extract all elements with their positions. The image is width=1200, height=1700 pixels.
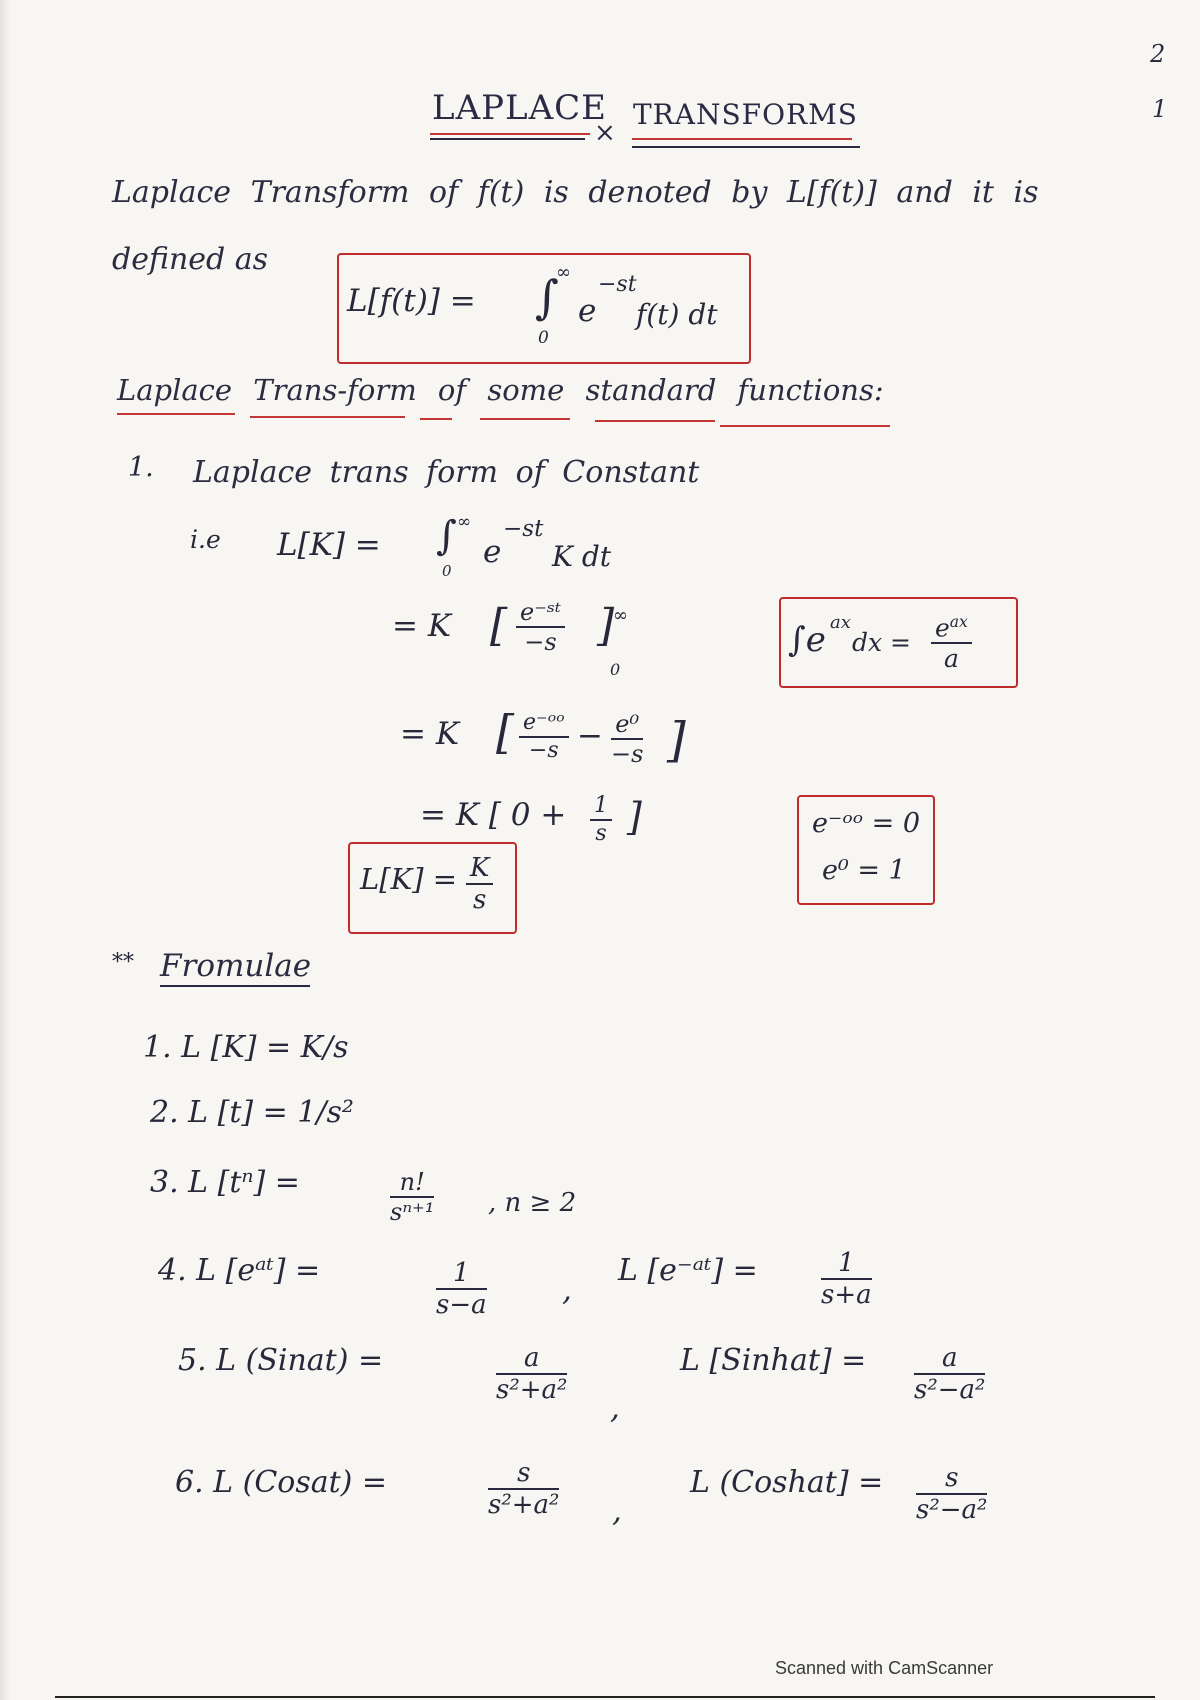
formulae-marker: ** (112, 950, 134, 975)
step1-kernel: e (483, 534, 502, 570)
formula-5b-fraction (908, 1345, 991, 1403)
step2-upper: ∞ (613, 605, 628, 626)
definition-lower-limit: 0 (538, 328, 549, 348)
page-edge-shadow (0, 0, 10, 1700)
formula-6b-numerator: s (916, 1465, 987, 1495)
step2-close-bracket: ] (597, 600, 615, 651)
step3-fraction-1 (513, 712, 575, 762)
integral-rule-numerator (931, 615, 972, 644)
section-underline-3 (420, 418, 452, 420)
formula-2: 2. L [t] = 1/s² (150, 1095, 354, 1130)
formula-4-fraction (430, 1260, 493, 1318)
title-right: TRANSFORMS (633, 98, 858, 131)
step2-denominator: −s (524, 628, 557, 656)
formulae-heading: Fromulae (160, 948, 312, 984)
formula-4-denominator: s−a (436, 1290, 487, 1320)
title-underline-red-2 (632, 138, 852, 140)
formula-5-lhs: 5. L (Sinat) = (178, 1343, 384, 1378)
definition-kernel-exponent: −st (598, 272, 637, 297)
step3-denominator-1: −s (528, 738, 559, 763)
item1-number: 1. (128, 452, 154, 483)
step3-open-bracket: [ (496, 705, 514, 759)
title-underline-red-1 (430, 133, 590, 135)
item1-heading: Laplace trans form of Constant (193, 455, 700, 490)
step2-lower: 0 (610, 660, 621, 679)
step4-fraction (584, 795, 618, 845)
step3-numerator-1: e⁻ᵒᵒ (519, 712, 569, 738)
integral-rule-num-exp: ax (949, 613, 968, 631)
integral-rule-lhs: ∫e (788, 620, 826, 660)
formula-6-fraction (482, 1460, 565, 1518)
result-denominator: s (473, 885, 487, 915)
step4-numerator: 1 (590, 795, 612, 821)
step1-exponent: −st (503, 516, 544, 542)
formula-5-numerator: a (496, 1345, 567, 1375)
definition-upper-limit: ∞ (556, 262, 571, 283)
formula-5b-denominator: s²−a² (914, 1375, 986, 1405)
formula-4-comma: , (562, 1272, 572, 1308)
formula-1: 1. L [K] = K/s (143, 1030, 349, 1065)
step3-numerator-2: e⁰ (611, 712, 643, 740)
formula-4b-denominator: s+a (821, 1280, 872, 1310)
section-underline-5 (595, 420, 715, 422)
section-underline-2 (250, 416, 405, 418)
exp-rule-2: e⁰ = 1 (822, 855, 906, 886)
title-underline-dark-2 (632, 146, 860, 148)
definition-integral-sign: ∫ (535, 270, 559, 324)
integral-rule-num-base: e (935, 613, 950, 643)
formula-3-numerator: n! (390, 1170, 434, 1198)
exp-rule-1: e⁻ᵒᵒ = 0 (812, 808, 920, 839)
intro-line-2: defined as (112, 242, 269, 277)
step1-tail: K dt (552, 540, 611, 573)
integral-rule-exp: ax (830, 612, 851, 633)
section-underline-1 (117, 413, 235, 415)
step1-upper: ∞ (457, 512, 472, 532)
step1-lower: 0 (442, 562, 452, 580)
definition-kernel: e (578, 293, 597, 329)
step3-close-bracket: ] (667, 712, 686, 768)
definition-lhs: L[f(t)] = (347, 283, 476, 319)
step4-prefix: = K [ 0 + (420, 797, 567, 833)
intro-line-1: Laplace Transform of f(t) is denoted by L[f(t)] and it is (112, 175, 1039, 210)
step2-fraction (510, 600, 571, 654)
formula-6b-fraction (910, 1465, 993, 1523)
formulae-underline (160, 985, 310, 987)
bottom-rule (55, 1696, 1155, 1698)
formula-5b-lhs: L [Sinhat] = (680, 1343, 867, 1378)
camscanner-footer: Scanned with CamScanner (775, 1658, 994, 1678)
section-underline-6 (720, 425, 890, 427)
result-lhs: L[K] = (360, 862, 458, 896)
formula-6b-lhs: L (Coshat] = (690, 1465, 884, 1500)
formula-6-numerator: s (488, 1460, 559, 1490)
step4-close: ] (627, 795, 642, 839)
title-underline-dark-1 (430, 138, 585, 140)
formula-5-comma: , (610, 1390, 620, 1426)
integral-rule-fraction (925, 613, 978, 674)
item1-ie: i.e (190, 525, 221, 554)
page-mark-top: 2 (1150, 40, 1166, 68)
formula-3-fraction (384, 1170, 440, 1224)
formula-6-lhs: 6. L (Cosat) = (175, 1465, 388, 1500)
step2-prefix: = K (392, 608, 451, 644)
step3-prefix: = K (400, 716, 459, 752)
step3-fraction-2 (605, 712, 649, 766)
section-underline-4 (480, 418, 570, 420)
formula-5b-numerator: a (914, 1345, 985, 1375)
formula-4b-lhs: L [e⁻ᵃᵗ] = (618, 1253, 758, 1288)
formula-6-comma: , (612, 1493, 622, 1529)
step4-denominator: s (595, 821, 607, 846)
step1-integral-sign: ∫ (436, 513, 457, 559)
title-left: LAPLACE (432, 88, 607, 128)
formula-3-condition: , n ≥ 2 (488, 1188, 577, 1218)
page-mark-second: 1 (1152, 95, 1168, 123)
step1-lhs: L[K] = (277, 527, 381, 563)
formula-5-fraction (490, 1345, 573, 1403)
formula-3-lhs: 3. L [tⁿ] = (150, 1165, 300, 1200)
result-numerator: K (466, 855, 493, 885)
step2-numerator: e⁻ˢᵗ (516, 600, 565, 628)
formula-4b-fraction (815, 1250, 878, 1308)
step3-denominator-2: −s (611, 740, 644, 768)
step2-open-bracket: [ (490, 600, 508, 651)
result-fraction (460, 855, 499, 913)
step3-minus: − (577, 718, 603, 754)
formula-6b-denominator: s²−a² (916, 1495, 988, 1525)
formula-4-numerator: 1 (436, 1260, 487, 1290)
formula-4-lhs: 4. L [eᵃᵗ] = (158, 1253, 321, 1288)
formula-3-denominator: sⁿ⁺¹ (390, 1198, 435, 1226)
section-heading: Laplace Trans-form of some standard functions: (117, 373, 884, 407)
formula-5-denominator: s²+a² (496, 1375, 568, 1405)
formula-6-denominator: s²+a² (488, 1490, 560, 1520)
formula-4b-numerator: 1 (821, 1250, 872, 1280)
title-cross: × (594, 118, 617, 148)
integral-rule-dx: dx = (852, 628, 911, 657)
definition-rest: f(t) dt (636, 298, 718, 331)
integral-rule-denominator: a (943, 644, 959, 674)
